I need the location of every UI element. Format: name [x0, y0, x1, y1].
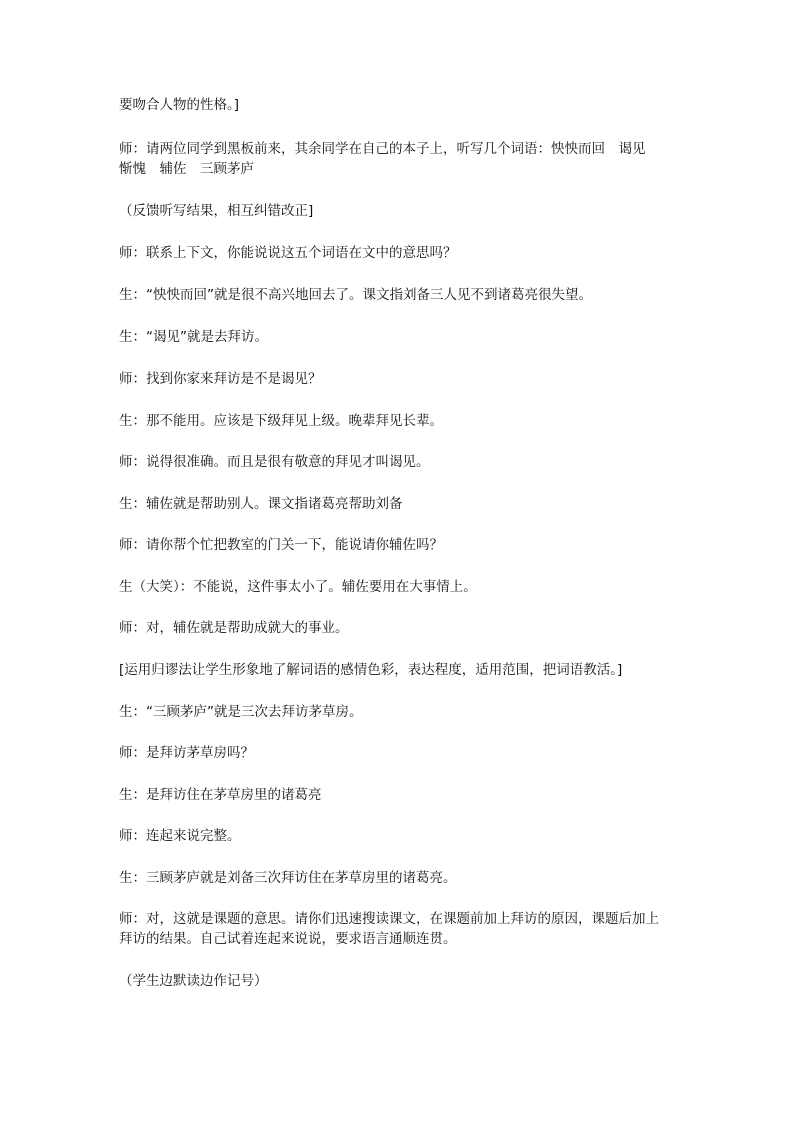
- paragraph-6: 生：“谒见”就是去拜访。: [119, 329, 268, 345]
- paragraph-5: 生：“怏怏而回”就是很不高兴地回去了。课文指刘备三人见不到诸葛亮很失望。: [119, 287, 592, 303]
- paragraph-19: 生：三顾茅庐就是刘备三次拜访住在茅草房里的诸葛亮。: [119, 870, 457, 886]
- paragraph-11: 师：请你帮个忙把教室的门关一下，能说请你辅佐吗？: [119, 537, 443, 553]
- paragraph-20: 师：对，这就是课题的意思。请你们迅速搜读课文，在课题前加上拜访的原因，课题后加上 拜访的结果。自己试着连起来说说，要求语言通顺连贯。: [119, 911, 659, 947]
- paragraph-2: 师：请两位同学到黑板前来，其余同学在自己的本子上，听写几个词语：怏怏而回 谒见 惭愧 辅佐 三顾茅庐: [119, 141, 646, 177]
- paragraph-14: [运用归谬法让学生形象地了解词语的感情色彩，表达程度，适用范围，把词语教活。]: [119, 662, 623, 678]
- paragraph-18: 师：连起来说完整。: [119, 828, 241, 844]
- paragraph-3: （反馈听写结果，相互纠错改正]: [119, 203, 314, 219]
- paragraph-15: 生：“三顾茅庐”就是三次去拜访茅草房。: [119, 704, 363, 720]
- paragraph-1: 要吻合人物的性格。]: [119, 97, 240, 113]
- paragraph-12: 生（大笑）：不能说，这件事太小了。辅佐要用在大事情上。: [119, 579, 477, 595]
- paragraph-13: 师：对，辅佐就是帮助成就大的事业。: [119, 620, 349, 636]
- paragraph-10: 生：辅佐就是帮助别人。课文指诸葛亮帮助刘备: [119, 496, 403, 512]
- paragraph-4: 师：联系上下文，你能说说这五个词语在文中的意思吗？: [119, 245, 457, 261]
- paragraph-8: 生：那不能用。应该是下级拜见上级。晚辈拜见长辈。: [119, 413, 443, 429]
- paragraph-9: 师：说得很准确。而且是很有敬意的拜见才叫谒见。: [119, 454, 430, 470]
- paragraph-21: （学生边默读边作记号）: [119, 973, 268, 989]
- paragraph-7: 师：找到你家来拜访是不是谒见？: [119, 371, 322, 387]
- paragraph-16: 师：是拜访茅草房吗？: [119, 745, 254, 761]
- paragraph-17: 生：是拜访住在茅草房里的诸葛亮: [119, 787, 322, 803]
